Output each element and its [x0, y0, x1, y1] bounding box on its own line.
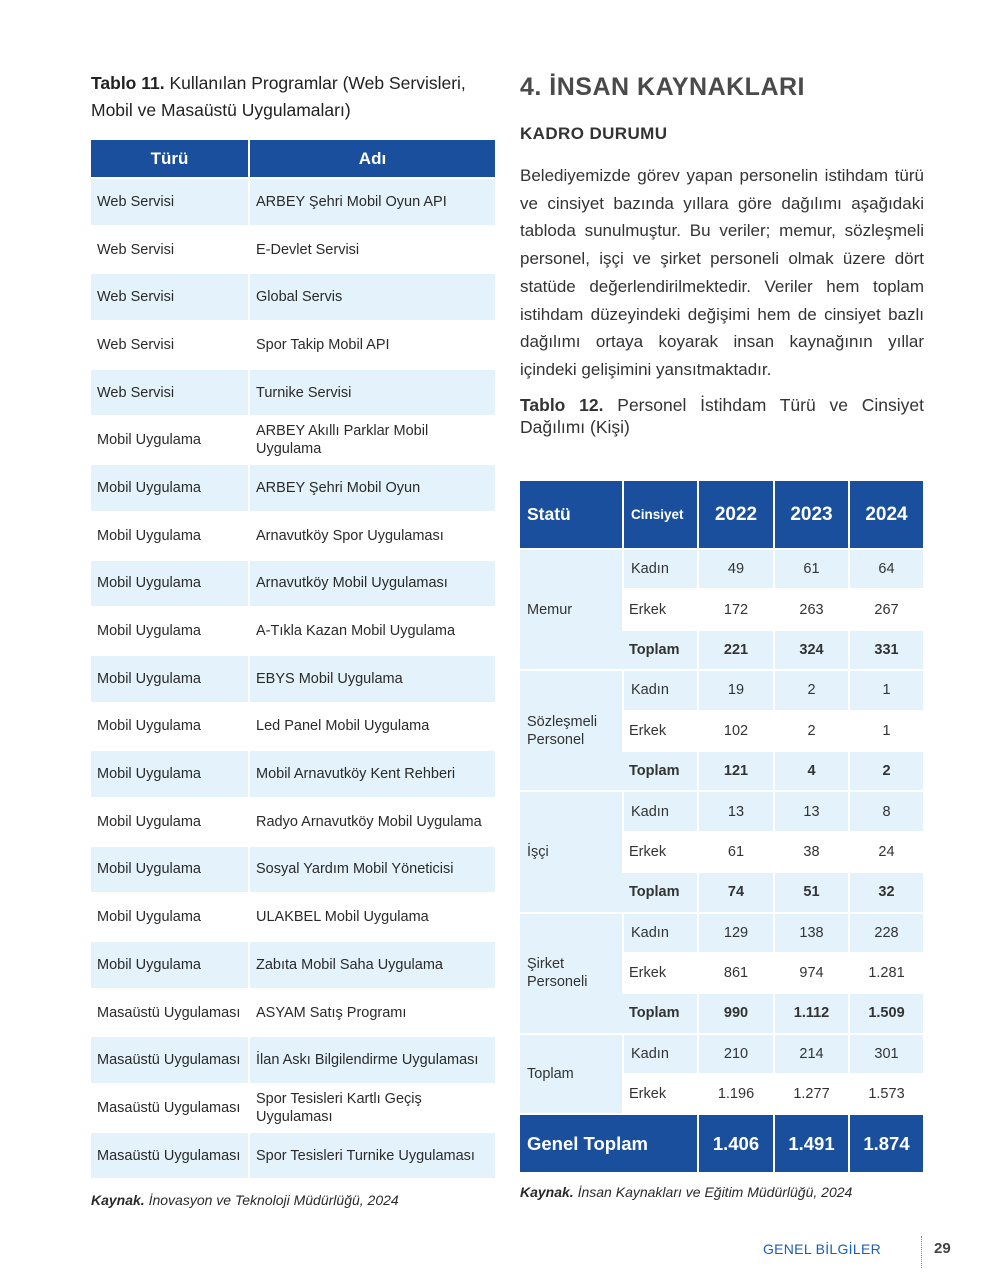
- value-cell: 214: [773, 1033, 848, 1073]
- page-footer: [762, 1240, 970, 1264]
- status-group-cell: Sözleşmeli Personel: [520, 669, 622, 790]
- grand-total-row: [520, 1113, 923, 1172]
- gender-cell: Erkek: [622, 831, 697, 871]
- value-cell: 13: [697, 790, 773, 830]
- table-row: [91, 749, 495, 797]
- personnel-table: [520, 481, 923, 1172]
- value-cell: 102: [697, 710, 773, 750]
- header-type: Türü: [91, 140, 248, 177]
- value-cell: 138: [773, 912, 848, 952]
- header-year-2023: 2023: [773, 481, 848, 548]
- value-cell: 1.573: [848, 1073, 923, 1113]
- value-cell: 24: [848, 831, 923, 871]
- value-cell: 228: [848, 912, 923, 952]
- gender-cell: Kadın: [622, 912, 697, 952]
- grand-total-value: 1.874: [848, 1113, 923, 1172]
- table-row: [91, 654, 495, 702]
- program-name-cell: EBYS Mobil Uygulama: [248, 654, 495, 702]
- program-type-cell: Mobil Uygulama: [91, 463, 248, 511]
- value-cell: 1.112: [773, 992, 848, 1032]
- value-cell: 4: [773, 750, 848, 790]
- table-row: [91, 845, 495, 893]
- header-year-2022: 2022: [697, 481, 773, 548]
- program-type-cell: Mobil Uygulama: [91, 415, 248, 463]
- value-cell: 301: [848, 1033, 923, 1073]
- program-type-cell: Mobil Uygulama: [91, 654, 248, 702]
- program-name-cell: Radyo Arnavutköy Mobil Uygulama: [248, 797, 495, 845]
- program-type-cell: Mobil Uygulama: [91, 702, 248, 750]
- table-row: [91, 368, 495, 416]
- table-11-source-text: İnovasyon ve Teknoloji Müdürlüğü, 2024: [148, 1192, 399, 1208]
- table-12-source-label: Kaynak.: [520, 1184, 574, 1200]
- program-name-cell: Zabıta Mobil Saha Uygulama: [248, 940, 495, 988]
- table-12-title: Personel İstihdam Türü ve Cinsiyet Dağılımı (Kişi): [520, 394, 925, 437]
- programs-table-header: [91, 140, 495, 177]
- program-name-cell: E-Devlet Servisi: [248, 225, 495, 273]
- value-cell: 1.509: [848, 992, 923, 1032]
- value-cell: 324: [773, 629, 848, 669]
- program-name-cell: Global Servis: [248, 272, 495, 320]
- table-row: [91, 797, 495, 845]
- program-name-cell: Arnavutköy Mobil Uygulaması: [248, 559, 495, 607]
- program-type-cell: Web Servisi: [91, 225, 248, 273]
- table-row: [520, 790, 923, 830]
- gender-cell: Toplam: [622, 629, 697, 669]
- status-group-cell: Memur: [520, 548, 622, 669]
- value-cell: 1: [848, 710, 923, 750]
- table-row: [91, 1131, 495, 1179]
- page-number: 29: [934, 1240, 951, 1257]
- program-name-cell: Spor Tesisleri Kartlı Geçiş Uygulaması: [248, 1083, 495, 1131]
- gender-cell: Kadın: [622, 548, 697, 588]
- gender-cell: Erkek: [622, 1073, 697, 1113]
- gender-cell: Erkek: [622, 588, 697, 628]
- value-cell: 221: [697, 629, 773, 669]
- status-group-cell: İşçi: [520, 790, 622, 911]
- value-cell: 1.196: [697, 1073, 773, 1113]
- program-name-cell: Turnike Servisi: [248, 368, 495, 416]
- body-paragraph: Belediyemizde görev yapan personelin istihdam türü ve cinsiyet bazında yıllara göre dağılımı aşağıdaki tabloda sunulmuştur. Bu veriler; memur, sözleşmeli personel, işçi ve şirket personeli olmak üzere dört statüde değerlendirilmektedir. Veriler hem toplam istihdam düzeyindeki değişimi hem de cinsiyet bazlı dağılımı ortaya koyarak insan kaynağının yıllar içindeki gelişimini yansıtmaktadır.: [520, 166, 924, 379]
- gender-cell: Kadın: [622, 669, 697, 709]
- gender-cell: Toplam: [622, 992, 697, 1032]
- value-cell: 121: [697, 750, 773, 790]
- program-name-cell: ASYAM Satış Programı: [248, 988, 495, 1036]
- value-cell: 13: [773, 790, 848, 830]
- program-type-cell: Masaüstü Uygulaması: [91, 988, 248, 1036]
- value-cell: 331: [848, 629, 923, 669]
- personnel-table-body: [520, 548, 923, 1172]
- footer-divider: [921, 1236, 922, 1268]
- program-name-cell: ARBEY Şehri Mobil Oyun API: [248, 177, 495, 225]
- value-cell: 990: [697, 992, 773, 1032]
- table-row: [91, 702, 495, 750]
- status-group-cell: Toplam: [520, 1033, 622, 1114]
- table-row: [91, 559, 495, 607]
- value-cell: 2: [848, 750, 923, 790]
- value-cell: 1.277: [773, 1073, 848, 1113]
- program-name-cell: ARBEY Akıllı Parklar Mobil Uygulama: [248, 415, 495, 463]
- table-12-number: Tablo 12.: [520, 394, 604, 415]
- program-type-cell: Mobil Uygulama: [91, 606, 248, 654]
- value-cell: 974: [773, 952, 848, 992]
- table-11-source-label: Kaynak.: [91, 1192, 145, 1208]
- program-name-cell: ULAKBEL Mobil Uygulama: [248, 892, 495, 940]
- header-cinsiyet: Cinsiyet: [622, 481, 697, 548]
- table-row: [520, 1033, 923, 1073]
- program-name-cell: Spor Tesisleri Turnike Uygulaması: [248, 1131, 495, 1179]
- program-type-cell: Web Servisi: [91, 320, 248, 368]
- program-type-cell: Masaüstü Uygulaması: [91, 1083, 248, 1131]
- table-11-caption: [91, 70, 495, 124]
- gender-cell: Erkek: [622, 710, 697, 750]
- table-row: [91, 511, 495, 559]
- table-12-source: [520, 1184, 852, 1200]
- value-cell: 19: [697, 669, 773, 709]
- program-type-cell: Mobil Uygulama: [91, 892, 248, 940]
- table-11-source: [91, 1192, 399, 1208]
- value-cell: 49: [697, 548, 773, 588]
- program-type-cell: Mobil Uygulama: [91, 559, 248, 607]
- table-row: [91, 1083, 495, 1131]
- value-cell: 61: [697, 831, 773, 871]
- grand-total-value: 1.491: [773, 1113, 848, 1172]
- table-row: [91, 1035, 495, 1083]
- gender-cell: Kadın: [622, 790, 697, 830]
- table-row: [520, 912, 923, 952]
- table-row: [91, 225, 495, 273]
- table-11-title: Kullanılan Programlar (Web Servisleri, Mobil ve Masaüstü Uygulamaları): [91, 73, 466, 120]
- value-cell: 38: [773, 831, 848, 871]
- program-type-cell: Web Servisi: [91, 177, 248, 225]
- table-12-caption: [520, 394, 924, 438]
- table-row: [520, 548, 923, 588]
- grand-total-label: Genel Toplam: [520, 1113, 697, 1172]
- table-12-source-text: İnsan Kaynakları ve Eğitim Müdürlüğü, 2024: [577, 1184, 853, 1200]
- program-type-cell: Mobil Uygulama: [91, 797, 248, 845]
- program-type-cell: Mobil Uygulama: [91, 940, 248, 988]
- gender-cell: Toplam: [622, 871, 697, 911]
- header-statu: Statü: [520, 481, 622, 548]
- left-column: [91, 70, 495, 1178]
- program-name-cell: İlan Askı Bilgilendirme Uygulaması: [248, 1035, 495, 1083]
- value-cell: 64: [848, 548, 923, 588]
- footer-section-label: GENEL BİLGİLER: [762, 1241, 881, 1257]
- value-cell: 32: [848, 871, 923, 911]
- table-row: [91, 272, 495, 320]
- subsection-title: KADRO DURUMU: [520, 124, 668, 143]
- header-name: Adı: [248, 140, 495, 177]
- value-cell: 129: [697, 912, 773, 952]
- value-cell: 8: [848, 790, 923, 830]
- table-row: [91, 988, 495, 1036]
- value-cell: 1.281: [848, 952, 923, 992]
- program-name-cell: Led Panel Mobil Uygulama: [248, 702, 495, 750]
- right-column: [520, 70, 924, 438]
- program-type-cell: Web Servisi: [91, 272, 248, 320]
- table-11-number: Tablo 11.: [91, 73, 165, 93]
- program-type-cell: Masaüstü Uygulaması: [91, 1035, 248, 1083]
- gender-cell: Toplam: [622, 750, 697, 790]
- table-row: [91, 606, 495, 654]
- program-type-cell: Mobil Uygulama: [91, 845, 248, 893]
- value-cell: 51: [773, 871, 848, 911]
- program-name-cell: Arnavutköy Spor Uygulaması: [248, 511, 495, 559]
- personnel-table-header: [520, 481, 923, 548]
- table-row: [520, 669, 923, 709]
- program-type-cell: Mobil Uygulama: [91, 749, 248, 797]
- table-row: [91, 177, 495, 225]
- table-row: [91, 463, 495, 511]
- value-cell: 267: [848, 588, 923, 628]
- table-row: [91, 940, 495, 988]
- program-type-cell: Masaüstü Uygulaması: [91, 1131, 248, 1179]
- table-row: [91, 415, 495, 463]
- gender-cell: Erkek: [622, 952, 697, 992]
- table-row: [91, 892, 495, 940]
- value-cell: 210: [697, 1033, 773, 1073]
- program-name-cell: Mobil Arnavutköy Kent Rehberi: [248, 749, 495, 797]
- program-type-cell: Mobil Uygulama: [91, 511, 248, 559]
- value-cell: 1: [848, 669, 923, 709]
- value-cell: 61: [773, 548, 848, 588]
- value-cell: 172: [697, 588, 773, 628]
- gender-cell: Kadın: [622, 1033, 697, 1073]
- grand-total-value: 1.406: [697, 1113, 773, 1172]
- program-name-cell: ARBEY Şehri Mobil Oyun: [248, 463, 495, 511]
- value-cell: 263: [773, 588, 848, 628]
- program-name-cell: Spor Takip Mobil API: [248, 320, 495, 368]
- header-year-2024: 2024: [848, 481, 923, 548]
- table-row: [91, 320, 495, 368]
- value-cell: 2: [773, 710, 848, 750]
- program-type-cell: Web Servisi: [91, 368, 248, 416]
- value-cell: 74: [697, 871, 773, 911]
- programs-table: [91, 140, 495, 1178]
- program-name-cell: A-Tıkla Kazan Mobil Uygulama: [248, 606, 495, 654]
- value-cell: 861: [697, 952, 773, 992]
- value-cell: 2: [773, 669, 848, 709]
- programs-table-body: [91, 177, 495, 1178]
- status-group-cell: Şirket Personeli: [520, 912, 622, 1033]
- section-title: 4. İNSAN KAYNAKLARI: [520, 73, 806, 101]
- program-name-cell: Sosyal Yardım Mobil Yöneticisi: [248, 845, 495, 893]
